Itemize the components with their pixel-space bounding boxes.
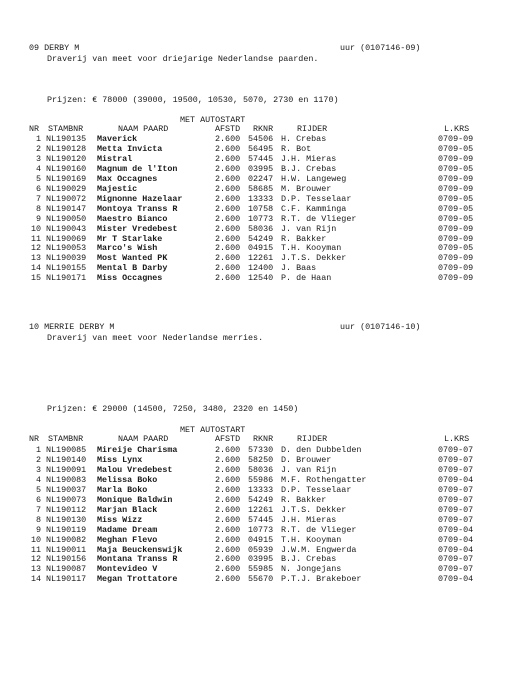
cell-afstd: 2.600: [215, 143, 241, 154]
col-rijder: RIJDER: [297, 124, 328, 134]
cell-stambnr: NL190091: [46, 464, 87, 475]
race-header: 10 MERRIE DERBY M: [29, 322, 115, 332]
cell-naam: Maverick: [97, 134, 138, 144]
cell-afstd: 2.600: [215, 163, 241, 174]
cell-rknr: 10773: [248, 213, 274, 224]
cell-nr: 2: [35, 143, 41, 154]
cell-nr: 3: [35, 153, 41, 164]
cell-lkrs: 0709-09: [438, 223, 474, 234]
cell-nr: 5: [35, 484, 41, 495]
cell-naam: Marco's Wish: [97, 243, 158, 254]
cell-naam: Metta Invicta: [97, 143, 163, 154]
cell-nr: 1: [35, 134, 41, 144]
cell-nr: 10: [30, 223, 41, 234]
cell-afstd: 2.600: [215, 454, 241, 465]
cell-lkrs: 0709-07: [438, 454, 474, 465]
cell-rijder: B.J. Crebas: [281, 554, 337, 565]
cell-naam: Melissa Boko: [97, 474, 158, 485]
col-rknr: RKNR: [253, 124, 274, 134]
cell-lkrs: 0709-05: [438, 163, 474, 174]
cell-rijder: T.H. Kooyman: [281, 534, 342, 545]
cell-naam: Mr T Starlake: [97, 233, 163, 244]
cell-stambnr: NL190130: [46, 514, 87, 525]
start-type: MET AUTOSTART: [180, 425, 246, 435]
cell-naam: Montevideo V: [97, 564, 158, 575]
col-stambnr: STAMBNR: [48, 124, 84, 134]
cell-nr: 11: [30, 544, 41, 555]
col-afstd: AFSTD: [215, 434, 241, 444]
cell-afstd: 2.600: [215, 233, 241, 244]
cell-rknr: 55670: [248, 574, 274, 585]
cell-nr: 12: [30, 243, 41, 254]
cell-naam: Maja Beuckenswijk: [97, 544, 183, 555]
cell-naam: Montana Transs R: [97, 554, 178, 565]
cell-stambnr: NL190160: [46, 163, 87, 174]
cell-lkrs: 0709-04: [438, 534, 474, 545]
cell-lkrs: 0709-09: [438, 183, 474, 194]
cell-rijder: R. Bakker: [281, 233, 327, 244]
cell-rijder: D.P. Tesselaar: [281, 484, 352, 495]
start-type: MET AUTOSTART: [180, 115, 246, 125]
cell-rknr: 55986: [248, 474, 274, 485]
col-rijder: RIJDER: [297, 434, 328, 444]
cell-naam: Megan Trottatore: [97, 574, 178, 585]
cell-lkrs: 0709-09: [438, 253, 474, 264]
cell-stambnr: NL190037: [46, 484, 87, 495]
cell-stambnr: NL190083: [46, 474, 87, 485]
cell-rijder: J.T.S. Dekker: [281, 253, 347, 264]
cell-lkrs: 0709-05: [438, 213, 474, 224]
cell-nr: 4: [35, 474, 41, 485]
cell-nr: 5: [35, 173, 41, 184]
cell-stambnr: NL190155: [46, 263, 87, 274]
race-prizes: Prijzen: € 78000 (39000, 19500, 10530, 5070, 2730 en 1170): [47, 95, 339, 105]
cell-rijder: H.W. Langeweg: [281, 173, 347, 184]
cell-lkrs: 0709-07: [438, 464, 474, 475]
cell-lkrs: 0709-09: [438, 173, 474, 184]
col-rknr: RKNR: [253, 434, 274, 444]
cell-lkrs: 0709-04: [438, 474, 474, 485]
race-code: uur (0107146-09): [340, 43, 421, 53]
cell-rijder: M.F. Rothengatter: [281, 474, 367, 485]
cell-lkrs: 0709-05: [438, 193, 474, 204]
cell-afstd: 2.600: [215, 464, 241, 475]
cell-nr: 13: [30, 253, 41, 264]
cell-nr: 7: [35, 193, 41, 204]
cell-rknr: 05939: [248, 544, 274, 555]
cell-stambnr: NL190039: [46, 253, 87, 264]
cell-stambnr: NL190043: [46, 223, 87, 234]
cell-naam: Mistral: [97, 153, 133, 164]
cell-naam: Miss Occagnes: [97, 273, 163, 284]
cell-nr: 2: [35, 454, 41, 465]
cell-nr: 8: [35, 514, 41, 525]
cell-afstd: 2.600: [215, 223, 241, 234]
table-header: [0, 435, 526, 445]
race-code: uur (0107146-10): [340, 322, 421, 332]
col-stambnr: STAMBNR: [48, 434, 84, 444]
cell-naam: Mireije Charisma: [97, 445, 178, 455]
table-row: [0, 274, 526, 284]
cell-rijder: R. Bot: [281, 143, 312, 154]
cell-nr: 12: [30, 554, 41, 565]
cell-stambnr: NL190073: [46, 494, 87, 505]
cell-naam: Magnum de l'Iton: [97, 163, 178, 174]
cell-lkrs: 0709-07: [438, 445, 474, 455]
cell-rknr: 58036: [248, 223, 274, 234]
cell-stambnr: NL190140: [46, 454, 87, 465]
cell-nr: 1: [35, 445, 41, 455]
cell-rknr: 58036: [248, 464, 274, 475]
cell-stambnr: NL190112: [46, 504, 87, 515]
cell-lkrs: 0709-09: [438, 233, 474, 244]
cell-naam: Marla Boko: [97, 484, 148, 495]
cell-stambnr: NL190011: [46, 544, 87, 555]
cell-stambnr: NL190169: [46, 173, 87, 184]
cell-afstd: 2.600: [215, 173, 241, 184]
cell-nr: 6: [35, 494, 41, 505]
cell-lkrs: 0709-04: [438, 574, 474, 585]
cell-stambnr: NL190072: [46, 193, 87, 204]
cell-rijder: J.H. Mieras: [281, 514, 337, 525]
cell-rijder: H. Crebas: [281, 134, 327, 144]
cell-lkrs: 0709-07: [438, 514, 474, 525]
cell-lkrs: 0709-05: [438, 143, 474, 154]
cell-rijder: N. Jongejans: [281, 564, 342, 575]
cell-rijder: M. Brouwer: [281, 183, 332, 194]
cell-nr: 3: [35, 464, 41, 475]
cell-afstd: 2.600: [215, 474, 241, 485]
cell-rijder: P.T.J. Brakeboer: [281, 574, 362, 585]
cell-rijder: R.T. de Vlieger: [281, 524, 357, 535]
race-header: 09 DERBY M: [29, 43, 80, 53]
cell-naam: Meghan Flevo: [97, 534, 158, 545]
race-description: Draverij van meet voor driejarige Nederlandse paarden.: [47, 54, 319, 64]
cell-naam: Marjan Black: [97, 504, 158, 515]
cell-stambnr: NL190087: [46, 564, 87, 575]
cell-nr: 4: [35, 163, 41, 174]
cell-naam: Max Occagnes: [97, 173, 158, 184]
cell-stambnr: NL190147: [46, 203, 87, 214]
cell-afstd: 2.600: [215, 153, 241, 164]
col-nr: NR: [29, 434, 40, 444]
cell-rknr: 04915: [248, 534, 274, 545]
cell-lkrs: 0709-07: [438, 564, 474, 575]
cell-stambnr: NL190156: [46, 554, 87, 565]
cell-rknr: 03995: [248, 554, 274, 565]
cell-lkrs: 0709-04: [438, 544, 474, 555]
cell-rijder: J.H. Mieras: [281, 153, 337, 164]
cell-afstd: 2.600: [215, 554, 241, 565]
cell-stambnr: NL190117: [46, 574, 87, 585]
cell-rknr: 54506: [248, 134, 274, 144]
cell-nr: 6: [35, 183, 41, 194]
cell-rknr: 12261: [248, 253, 274, 264]
cell-stambnr: NL190135: [46, 134, 87, 144]
cell-naam: Mental B Darby: [97, 263, 168, 274]
cell-afstd: 2.600: [215, 534, 241, 545]
cell-lkrs: 0709-09: [438, 273, 474, 284]
cell-rknr: 03995: [248, 163, 274, 174]
cell-nr: 10: [30, 534, 41, 545]
cell-afstd: 2.600: [215, 494, 241, 505]
cell-nr: 14: [30, 574, 41, 585]
table-row: [0, 575, 526, 585]
cell-afstd: 2.600: [215, 574, 241, 585]
col-naam: NAAM PAARD: [118, 124, 169, 134]
cell-nr: 8: [35, 203, 41, 214]
cell-rijder: P. de Haan: [281, 273, 332, 284]
cell-rknr: 57330: [248, 445, 274, 455]
cell-stambnr: NL190085: [46, 445, 87, 455]
cell-lkrs: 0709-07: [438, 484, 474, 495]
cell-rijder: J.T.S. Dekker: [281, 504, 347, 515]
cell-stambnr: NL190082: [46, 534, 87, 545]
cell-naam: Maestro Bianco: [97, 213, 168, 224]
cell-rknr: 57445: [248, 514, 274, 525]
cell-naam: Monique Baldwin: [97, 494, 173, 505]
race-prizes: Prijzen: € 29000 (14500, 7250, 3480, 2320 en 1450): [47, 404, 299, 414]
cell-lkrs: 0709-09: [438, 263, 474, 274]
cell-naam: Miss Lynx: [97, 454, 143, 465]
cell-afstd: 2.600: [215, 564, 241, 575]
cell-lkrs: 0709-04: [438, 524, 474, 535]
cell-nr: 14: [30, 263, 41, 274]
cell-naam: Malou Vredebest: [97, 464, 173, 475]
cell-rijder: R. Bakker: [281, 494, 327, 505]
cell-rijder: D. den Dubbelden: [281, 445, 362, 455]
cell-rknr: 10773: [248, 524, 274, 535]
col-nr: NR: [29, 124, 40, 134]
cell-nr: 13: [30, 564, 41, 575]
cell-naam: Miss Wizz: [97, 514, 143, 525]
cell-afstd: 2.600: [215, 253, 241, 264]
cell-afstd: 2.600: [215, 524, 241, 535]
cell-rijder: J. Baas: [281, 263, 317, 274]
col-naam: NAAM PAARD: [118, 434, 169, 444]
cell-lkrs: 0709-09: [438, 134, 474, 144]
cell-afstd: 2.600: [215, 134, 241, 144]
cell-naam: Most Wanted PK: [97, 253, 168, 264]
cell-rknr: 54249: [248, 494, 274, 505]
cell-lkrs: 0709-05: [438, 243, 474, 254]
cell-naam: Madame Dream: [97, 524, 158, 535]
cell-lkrs: 0709-07: [438, 504, 474, 515]
cell-nr: 9: [35, 524, 41, 535]
cell-rijder: J. van Rijn: [281, 223, 337, 234]
cell-rijder: C.F. Kamminga: [281, 203, 347, 214]
cell-rknr: 12540: [248, 273, 274, 284]
cell-afstd: 2.600: [215, 273, 241, 284]
cell-afstd: 2.600: [215, 484, 241, 495]
cell-rknr: 57445: [248, 153, 274, 164]
col-lkrs: L.KRS: [444, 124, 470, 134]
cell-stambnr: NL190069: [46, 233, 87, 244]
cell-nr: 9: [35, 213, 41, 224]
cell-afstd: 2.600: [215, 263, 241, 274]
cell-nr: 15: [30, 273, 41, 284]
cell-nr: 11: [30, 233, 41, 244]
cell-rknr: 55985: [248, 564, 274, 575]
cell-lkrs: 0709-07: [438, 494, 474, 505]
cell-rijder: J. van Rijn: [281, 464, 337, 475]
cell-rknr: 58250: [248, 454, 274, 465]
cell-stambnr: NL190053: [46, 243, 87, 254]
cell-rknr: 04915: [248, 243, 274, 254]
cell-naam: Mignonne Hazelaar: [97, 193, 183, 204]
cell-lkrs: 0709-05: [438, 203, 474, 214]
cell-rknr: 10758: [248, 203, 274, 214]
cell-rknr: 58685: [248, 183, 274, 194]
cell-afstd: 2.600: [215, 243, 241, 254]
cell-afstd: 2.600: [215, 504, 241, 515]
col-lkrs: L.KRS: [444, 434, 470, 444]
cell-stambnr: NL190119: [46, 524, 87, 535]
cell-naam: Montoya Transs R: [97, 203, 178, 214]
cell-rknr: 12400: [248, 263, 274, 274]
col-afstd: AFSTD: [215, 124, 241, 134]
cell-naam: Majestic: [97, 183, 138, 194]
race-description: Draverij van meet voor Nederlandse merries.: [47, 333, 264, 343]
cell-stambnr: NL190171: [46, 273, 87, 284]
cell-stambnr: NL190128: [46, 143, 87, 154]
cell-afstd: 2.600: [215, 445, 241, 455]
cell-rknr: 13333: [248, 193, 274, 204]
cell-rijder: D.P. Tesselaar: [281, 193, 352, 204]
cell-rijder: D. Brouwer: [281, 454, 332, 465]
cell-nr: 7: [35, 504, 41, 515]
cell-rijder: B.J. Crebas: [281, 163, 337, 174]
cell-rijder: T.H. Kooyman: [281, 243, 342, 254]
cell-rknr: 54249: [248, 233, 274, 244]
cell-rijder: R.T. de Vlieger: [281, 213, 357, 224]
cell-afstd: 2.600: [215, 514, 241, 525]
cell-stambnr: NL190050: [46, 213, 87, 224]
cell-rijder: J.W.M. Engwerda: [281, 544, 357, 555]
cell-afstd: 2.600: [215, 183, 241, 194]
cell-rknr: 56495: [248, 143, 274, 154]
cell-stambnr: NL190029: [46, 183, 87, 194]
cell-afstd: 2.600: [215, 203, 241, 214]
cell-stambnr: NL190120: [46, 153, 87, 164]
cell-lkrs: 0709-09: [438, 153, 474, 164]
cell-rknr: 13333: [248, 484, 274, 495]
cell-rknr: 02247: [248, 173, 274, 184]
cell-afstd: 2.600: [215, 193, 241, 204]
cell-naam: Mister Vredebest: [97, 223, 178, 234]
cell-lkrs: 0709-07: [438, 554, 474, 565]
cell-afstd: 2.600: [215, 544, 241, 555]
cell-afstd: 2.600: [215, 213, 241, 224]
cell-rknr: 12261: [248, 504, 274, 515]
